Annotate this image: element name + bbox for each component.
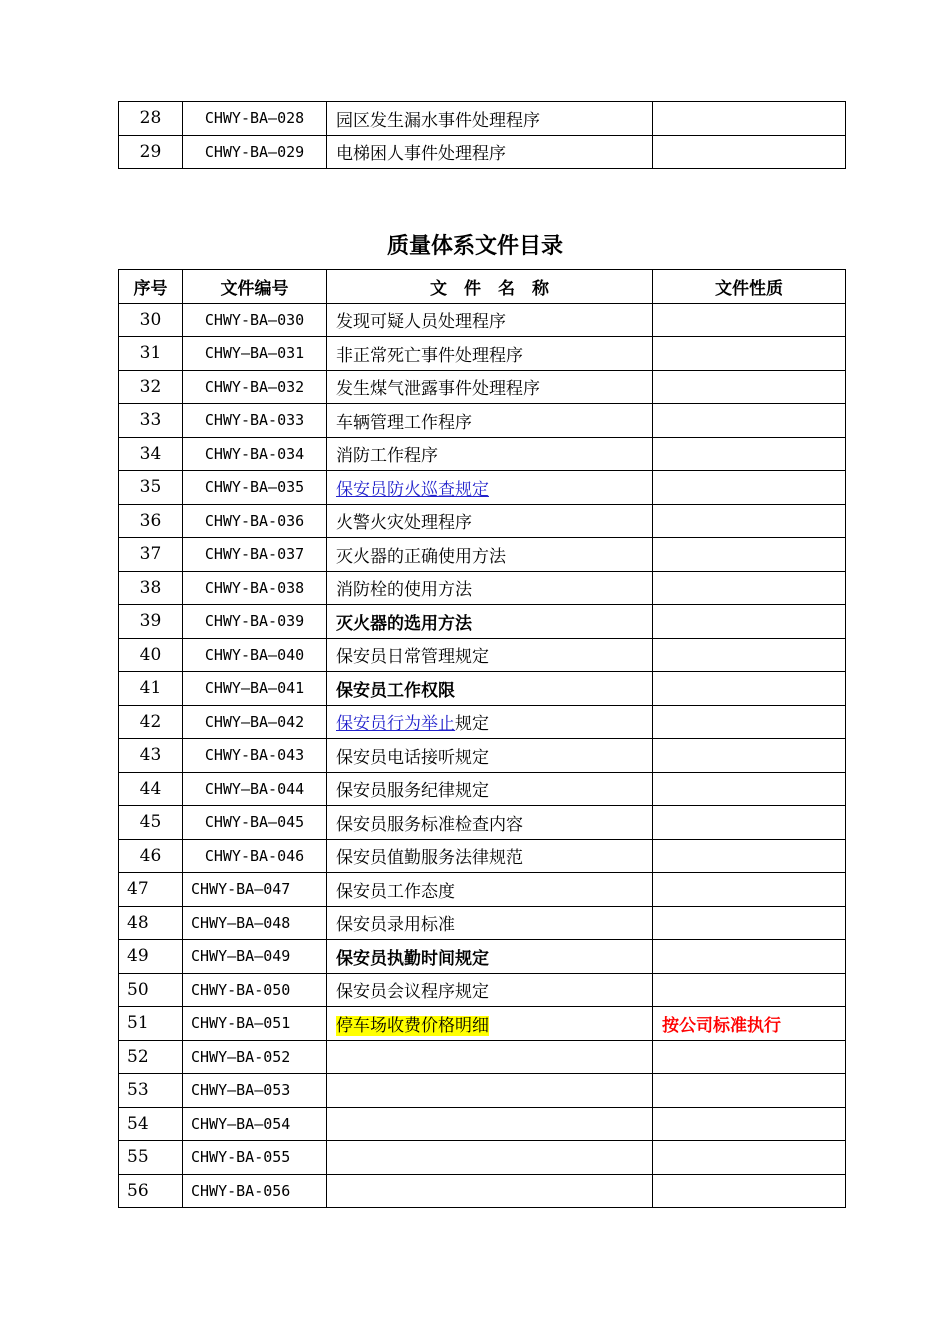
header-no: 序号 <box>119 270 183 304</box>
row-number: 33 <box>119 404 183 438</box>
document-code: CHWY-BA-050 <box>183 973 327 1007</box>
document-nature <box>653 404 846 438</box>
table-row <box>119 370 846 404</box>
document-code: CHWY-BA-038 <box>183 571 327 605</box>
document-code: CHWY—BA—049 <box>183 940 327 974</box>
row-number: 30 <box>119 303 183 337</box>
document-name <box>327 906 653 940</box>
document-name-text: 保安员会议程序规定 <box>336 982 489 1003</box>
document-name <box>327 1040 653 1074</box>
document-code: CHWY-BA-033 <box>183 404 327 438</box>
document-name-text: 园区发生漏水事件处理程序 <box>336 110 540 131</box>
document-name <box>327 404 653 438</box>
document-nature <box>653 135 846 169</box>
header-name: 文 件 名 称 <box>327 270 653 304</box>
continued-table <box>118 101 846 169</box>
row-number: 46 <box>119 839 183 873</box>
document-name-text: 保安员工作态度 <box>336 881 455 902</box>
document-nature <box>653 672 846 706</box>
row-number: 39 <box>119 605 183 639</box>
document-name <box>327 102 653 136</box>
document-code: CHWY—BA—053 <box>183 1074 327 1108</box>
document-nature <box>653 471 846 505</box>
row-number: 31 <box>119 337 183 371</box>
table-row <box>119 404 846 438</box>
table-row <box>119 839 846 873</box>
document-name <box>327 772 653 806</box>
document-code: CHWY—BA—054 <box>183 1107 327 1141</box>
document-nature <box>653 1040 846 1074</box>
table-row <box>119 873 846 907</box>
document-name-text: 消防栓的使用方法 <box>336 580 472 601</box>
document-name-text: 保安员日常管理规定 <box>336 647 489 668</box>
table-row <box>119 605 846 639</box>
row-number: 41 <box>119 672 183 706</box>
document-nature <box>653 538 846 572</box>
document-title: 质量体系文件目录 <box>386 234 563 259</box>
document-nature <box>653 370 846 404</box>
row-number: 50 <box>119 973 183 1007</box>
document-name-text: 发生煤气泄露事件处理程序 <box>336 379 540 400</box>
document-code: CHWY-BA—045 <box>183 806 327 840</box>
document-name <box>327 705 653 739</box>
document-code: CHWY-BA—030 <box>183 303 327 337</box>
document-nature <box>653 940 846 974</box>
document-nature <box>653 806 846 840</box>
document-code: CHWY-BA—029 <box>183 135 327 169</box>
document-name-text: 电梯困人事件处理程序 <box>336 144 506 165</box>
row-number: 49 <box>119 940 183 974</box>
row-number: 47 <box>119 873 183 907</box>
row-number: 44 <box>119 772 183 806</box>
document-code: CHWY-BA—035 <box>183 471 327 505</box>
document-code: CHWY-BA-043 <box>183 739 327 773</box>
document-name <box>327 1107 653 1141</box>
document-nature <box>653 772 846 806</box>
continued-table-body <box>119 102 846 169</box>
document-code: CHWY-BA—047 <box>183 873 327 907</box>
document-name <box>327 739 653 773</box>
document-code: CHWY—BA—031 <box>183 337 327 371</box>
document-code: CHWY—BA—041 <box>183 672 327 706</box>
row-number: 36 <box>119 504 183 538</box>
document-name <box>327 973 653 1007</box>
document-name <box>327 303 653 337</box>
document-code: CHWY-BA-046 <box>183 839 327 873</box>
document-nature <box>653 638 846 672</box>
document-name <box>327 1174 653 1208</box>
row-number: 53 <box>119 1074 183 1108</box>
document-code: CHWY-BA-056 <box>183 1174 327 1208</box>
document-code: CHWY-BA-055 <box>183 1141 327 1175</box>
document-name-text: 火警火灾处理程序 <box>336 513 472 534</box>
document-nature <box>653 1107 846 1141</box>
table-row <box>119 337 846 371</box>
document-code: CHWY-BA-037 <box>183 538 327 572</box>
row-number: 43 <box>119 739 183 773</box>
document-name <box>327 538 653 572</box>
row-number: 35 <box>119 471 183 505</box>
document-nature <box>653 906 846 940</box>
document-name-text[interactable]: 保安员防火巡查规定 <box>336 479 489 500</box>
document-code: CHWY—BA-044 <box>183 772 327 806</box>
document-name <box>327 1074 653 1108</box>
document-nature <box>653 102 846 136</box>
row-number: 48 <box>119 906 183 940</box>
document-name <box>327 940 653 974</box>
row-number: 29 <box>119 135 183 169</box>
document-name <box>327 337 653 371</box>
table-row <box>119 772 846 806</box>
row-number: 37 <box>119 538 183 572</box>
document-code: CHWY-BA—051 <box>183 1007 327 1041</box>
document-name <box>327 370 653 404</box>
table-row <box>119 973 846 1007</box>
document-name <box>327 806 653 840</box>
document-name-text: 车辆管理工作程序 <box>336 412 472 433</box>
table-row <box>119 806 846 840</box>
document-nature <box>653 571 846 605</box>
document-name-text: 灭火器的选用方法 <box>336 613 472 634</box>
document-nature <box>653 337 846 371</box>
row-number: 38 <box>119 571 183 605</box>
document-name <box>327 873 653 907</box>
document-name-text: 保安员服务纪律规定 <box>336 781 489 802</box>
table-row <box>119 906 846 940</box>
header-nature: 文件性质 <box>653 270 846 304</box>
row-number: 45 <box>119 806 183 840</box>
row-number: 42 <box>119 705 183 739</box>
document-name-text: 保安员值勤服务法律规范 <box>336 848 523 869</box>
table-row <box>119 940 846 974</box>
document-name-text: 停车场收费价格明细 <box>336 1015 489 1036</box>
document-name-text: 灭火器的正确使用方法 <box>336 546 506 567</box>
document-name <box>327 135 653 169</box>
row-number: 56 <box>119 1174 183 1208</box>
document-name-text: 保安员服务标准检查内容 <box>336 814 523 835</box>
row-number: 28 <box>119 102 183 136</box>
document-code: CHWY—BA-052 <box>183 1040 327 1074</box>
document-code: CHWY-BA-039 <box>183 605 327 639</box>
document-nature <box>653 504 846 538</box>
row-number: 54 <box>119 1107 183 1141</box>
table-header-row <box>119 270 846 304</box>
document-nature <box>653 1074 846 1108</box>
table-row <box>119 1007 846 1041</box>
document-name-text: 非正常死亡事件处理程序 <box>336 345 523 366</box>
document-code: CHWY—BA—048 <box>183 906 327 940</box>
table-row <box>119 672 846 706</box>
document-code: CHWY-BA-036 <box>183 504 327 538</box>
catalog-table-body <box>119 303 846 1208</box>
document-name <box>327 672 653 706</box>
table-row <box>119 504 846 538</box>
document-nature <box>653 873 846 907</box>
table-row <box>119 705 846 739</box>
table-row <box>119 303 846 337</box>
document-name <box>327 571 653 605</box>
document-nature <box>653 705 846 739</box>
document-name-text: 保安员执勤时间规定 <box>336 948 489 969</box>
document-nature <box>653 973 846 1007</box>
document-nature: 按公司标准执行 <box>653 1007 846 1041</box>
row-number: 55 <box>119 1141 183 1175</box>
document-name <box>327 504 653 538</box>
document-name <box>327 437 653 471</box>
document-link[interactable]: 保安员行为举止 <box>336 714 455 735</box>
table-row <box>119 1141 846 1175</box>
table-row <box>119 538 846 572</box>
row-number: 32 <box>119 370 183 404</box>
document-code: CHWY—BA—042 <box>183 705 327 739</box>
document-name-text: 保安员录用标准 <box>336 915 455 936</box>
document-name-text: 保安员电话接听规定 <box>336 747 489 768</box>
document-name <box>327 1007 653 1041</box>
document-nature <box>653 739 846 773</box>
table-row <box>119 638 846 672</box>
header-code: 文件编号 <box>183 270 327 304</box>
row-number: 40 <box>119 638 183 672</box>
document-name <box>327 638 653 672</box>
document-name <box>327 471 653 505</box>
document-name-suffix: 规定 <box>455 714 489 735</box>
document-code: CHWY-BA—032 <box>183 370 327 404</box>
document-nature <box>653 605 846 639</box>
table-row <box>119 739 846 773</box>
table-row <box>119 1174 846 1208</box>
document-nature <box>653 437 846 471</box>
document-name <box>327 839 653 873</box>
table-row <box>119 1107 846 1141</box>
document-name <box>327 605 653 639</box>
table-row <box>119 135 846 169</box>
table-row <box>119 1040 846 1074</box>
document-name-text: 保安员工作权限 <box>336 680 455 701</box>
row-number: 51 <box>119 1007 183 1041</box>
document-nature <box>653 839 846 873</box>
document-nature <box>653 1141 846 1175</box>
document-code: CHWY-BA—028 <box>183 102 327 136</box>
document-catalog-table <box>118 269 846 1208</box>
table-row <box>119 102 846 136</box>
document-nature <box>653 303 846 337</box>
document-name <box>327 1141 653 1175</box>
row-number: 34 <box>119 437 183 471</box>
document-code: CHWY-BA—040 <box>183 638 327 672</box>
table-row <box>119 471 846 505</box>
document-nature <box>653 1174 846 1208</box>
document-code: CHWY-BA-034 <box>183 437 327 471</box>
table-row <box>119 437 846 471</box>
table-row <box>119 1074 846 1108</box>
table-row <box>119 571 846 605</box>
document-name-text: 消防工作程序 <box>336 446 438 467</box>
row-number: 52 <box>119 1040 183 1074</box>
document-name-text: 发现可疑人员处理程序 <box>336 312 506 333</box>
